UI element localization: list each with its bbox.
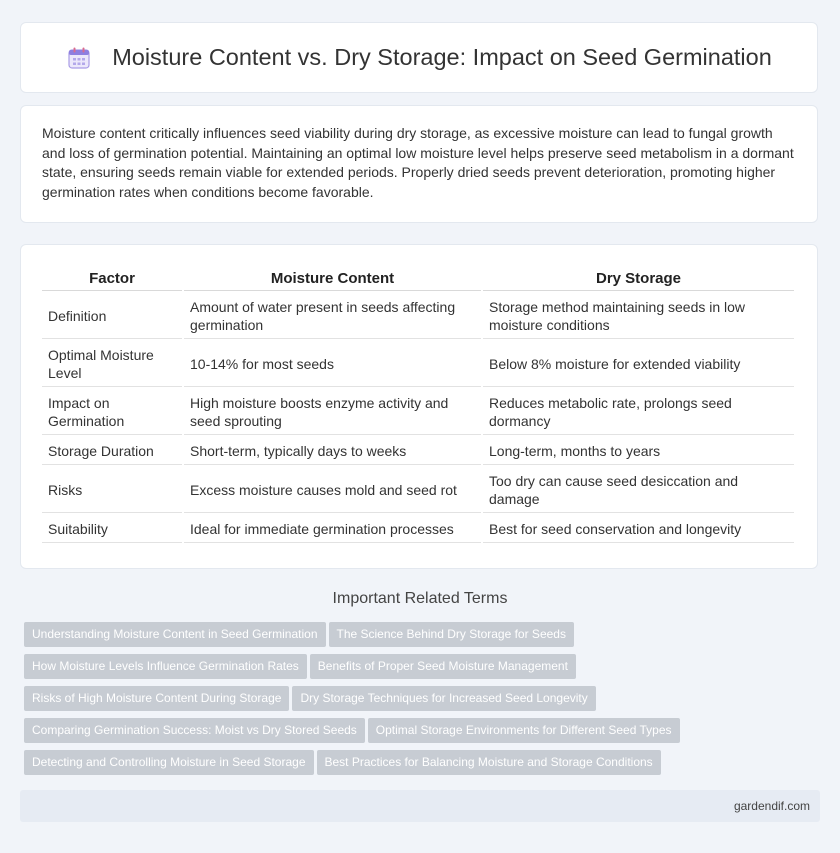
table-cell: 10-14% for most seeds	[184, 341, 481, 387]
table-cell: Amount of water present in seeds affecting germination	[184, 293, 481, 339]
table-cell: Best for seed conservation and longevity	[483, 515, 794, 543]
table-cell: Below 8% moisture for extended viability	[483, 341, 794, 387]
page-title: Moisture Content vs. Dry Storage: Impact on Seed Germination	[112, 44, 772, 70]
related-term-tag[interactable]: Dry Storage Techniques for Increased Seed Longevity	[292, 686, 595, 711]
table-header-row	[42, 265, 794, 291]
table-cell: Long-term, months to years	[483, 437, 794, 465]
table-cell: Short-term, typically days to weeks	[184, 437, 481, 465]
related-term-tag[interactable]: The Science Behind Dry Storage for Seeds	[329, 622, 574, 647]
page-header	[20, 22, 818, 93]
column-header-moisture-content: Moisture Content	[184, 265, 481, 291]
comparison-table	[40, 263, 796, 545]
related-term-tag[interactable]: How Moisture Levels Influence Germination Rates	[24, 654, 307, 679]
related-term-tag[interactable]: Optimal Storage Environments for Different Seed Types	[368, 718, 680, 743]
table-row	[42, 389, 794, 435]
table-cell: Ideal for immediate germination processes	[184, 515, 481, 543]
table-row	[42, 437, 794, 465]
table-row	[42, 341, 794, 387]
related-term-tag[interactable]: Detecting and Controlling Moisture in Seed Storage	[24, 750, 314, 775]
table-cell: Excess moisture causes mold and seed rot	[184, 467, 481, 513]
table-row	[42, 515, 794, 543]
calendar-icon	[66, 45, 92, 71]
table-row	[42, 467, 794, 513]
table-cell: High moisture boosts enzyme activity and seed sprouting	[184, 389, 481, 435]
comparison-card	[20, 244, 818, 569]
table-cell: Optimal Moisture Level	[42, 341, 182, 387]
table-cell: Impact on Germination	[42, 389, 182, 435]
related-term-tag[interactable]: Best Practices for Balancing Moisture and Storage Conditions	[317, 750, 661, 775]
page-footer	[20, 790, 820, 822]
table-cell: Suitability	[42, 515, 182, 543]
table-cell: Definition	[42, 293, 182, 339]
column-header-factor: Factor	[42, 265, 182, 291]
related-term-tag[interactable]: Benefits of Proper Seed Moisture Management	[310, 654, 576, 679]
column-header-dry-storage: Dry Storage	[483, 265, 794, 291]
table-cell: Reduces metabolic rate, prolongs seed dormancy	[483, 389, 794, 435]
table-cell: Storage method maintaining seeds in low moisture conditions	[483, 293, 794, 339]
intro-text: Moisture content critically influences seed viability during dry storage, as excessive moisture can lead to fungal growth and loss of germination potential. Maintaining an optimal low moisture level helps preserve seed metabolism in a dormant state, ensuring seeds remain viable for extended periods. Properly dried seeds prevent deterioration, promoting higher germination rates when conditions become favorable.	[42, 125, 794, 200]
table-row	[42, 293, 794, 339]
table-cell: Risks	[42, 467, 182, 513]
table-cell: Too dry can cause seed desiccation and damage	[483, 467, 794, 513]
related-term-tag[interactable]: Comparing Germination Success: Moist vs Dry Stored Seeds	[24, 718, 365, 743]
footer-site-link[interactable]: gardendif.com	[733, 799, 810, 813]
intro-card	[20, 105, 818, 223]
related-terms-list	[24, 622, 824, 782]
related-term-tag[interactable]: Risks of High Moisture Content During Storage	[24, 686, 289, 711]
related-terms-title: Important Related Terms	[332, 590, 508, 607]
table-cell: Storage Duration	[42, 437, 182, 465]
related-term-tag[interactable]: Understanding Moisture Content in Seed Germination	[24, 622, 326, 647]
